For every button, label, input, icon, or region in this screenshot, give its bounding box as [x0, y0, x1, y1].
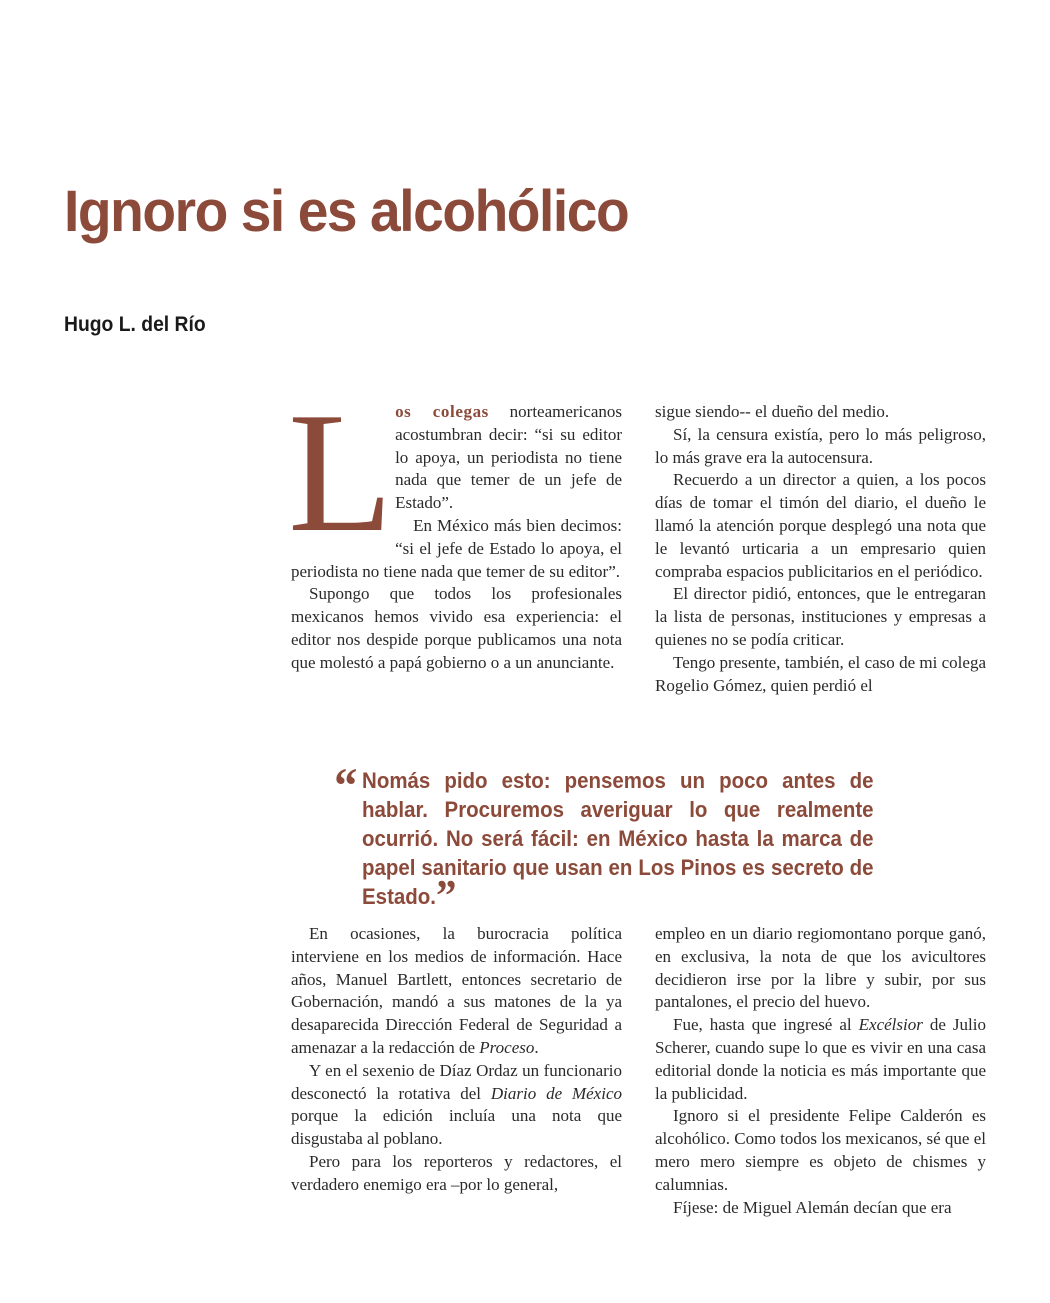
paragraph: Recuerdo a un director a quien, a los pocos días de tomar el timón del diario, el dueño le llamó la atención porque desplegó una nota que le levantó urticaria a un empresario quien compraba espacios publicitarios en el periódico. — [655, 470, 986, 581]
paragraph-text: porque la edición incluía una nota que disgustaba al poblano. — [291, 1106, 622, 1149]
article-title: Ignoro si es alcohólico — [64, 179, 629, 244]
text-column-2 — [655, 401, 986, 697]
paragraph: Ignoro si el presidente Felipe Calderón es alcohólico. Como todos los mexicanos, sé que el mero mero siempre es objeto de chismes y calumnias. — [655, 1106, 986, 1194]
publication-name: Diario de México — [490, 1083, 622, 1103]
text-column-4 — [655, 923, 986, 1219]
paragraph-text: de Julio Scherer, cuando supe lo que es vivir en una casa editorial donde la noticia es más importante que la publicidad. — [655, 1015, 986, 1103]
pull-quote — [334, 757, 874, 920]
paragraph: Fíjese: de Miguel Alemán decían que era — [673, 1197, 952, 1217]
close-quote-mark: ” — [435, 871, 457, 920]
article-author: Hugo L. del Río — [64, 313, 206, 336]
paragraph: Pero para los reporteros y redactores, el verdadero enemigo era –por lo general, — [291, 1151, 622, 1194]
paragraph: Supongo que todos los profesionales mexicanos hemos vivido esa experiencia: el editor nos despide porque publicamos una nota que molestó a papá gobierno o a un anunciante. — [291, 584, 622, 672]
lead-in: os colegas — [395, 402, 489, 421]
publication-name: Excélsior — [858, 1015, 923, 1035]
paragraph-text: Fue, hasta que ingresé al — [673, 1015, 859, 1035]
paragraph: Sí, la censura existía, pero lo más peligroso, lo más grave era la autocensura. — [655, 424, 986, 467]
paragraph: Tengo presente, también, el caso de mi colega Rogelio Gómez, quien perdió el — [655, 652, 986, 695]
pull-quote-text: Nomás pido esto: pensemos un poco antes de hablar. Procuremos averiguar lo que realmente ocurrió. No será fácil: en México hasta la marca de papel sanitario que usan en Los Pinos es secreto de Estado. — [362, 768, 874, 909]
paragraph: empleo en un diario regiomontano porque ganó, en exclusiva, la nota de que los avicultores decidieron irse por la libre y subir, por sus pantalones, el precio del huevo. — [655, 924, 986, 1012]
paragraph-text: En ocasiones, la burocracia política interviene en los medios de información. Hace años, Manuel Bartlett, entonces secretario de Gobernación, mandó a sus matones de la ya desaparecida Dirección Federal de Seguridad a amenazar a la redacción de — [291, 924, 622, 1057]
paragraph — [291, 1060, 622, 1151]
paragraph — [291, 923, 622, 1060]
paragraph-text: Y en el sexenio de Díaz Ordaz un funcionario desconectó la rotativa del — [291, 1060, 622, 1103]
paragraph — [655, 1014, 986, 1105]
drop-cap: L — [288, 378, 394, 568]
paragraph: El director pidió, entonces, que le entregaran la lista de personas, instituciones y empresas a quienes no se podía criticar. — [655, 584, 986, 649]
open-quote-mark: “ — [334, 757, 358, 813]
publication-name: Proceso — [479, 1037, 535, 1057]
text-column-1 — [288, 378, 622, 675]
paragraph-text: . — [534, 1037, 539, 1057]
text-column-3 — [291, 923, 622, 1197]
paragraph-text: norteamericanos acostumbran decir: “si su editor lo apoya, un periodista no tiene nada que temer de un jefe de Estado”. — [395, 402, 622, 513]
paragraph: sigue siendo-- el dueño del medio. — [655, 402, 890, 421]
paragraph: En México más bien decimos: “si el jefe de Estado lo apoya, el periodista no tiene nada que temer de su editor”. — [291, 515, 622, 581]
